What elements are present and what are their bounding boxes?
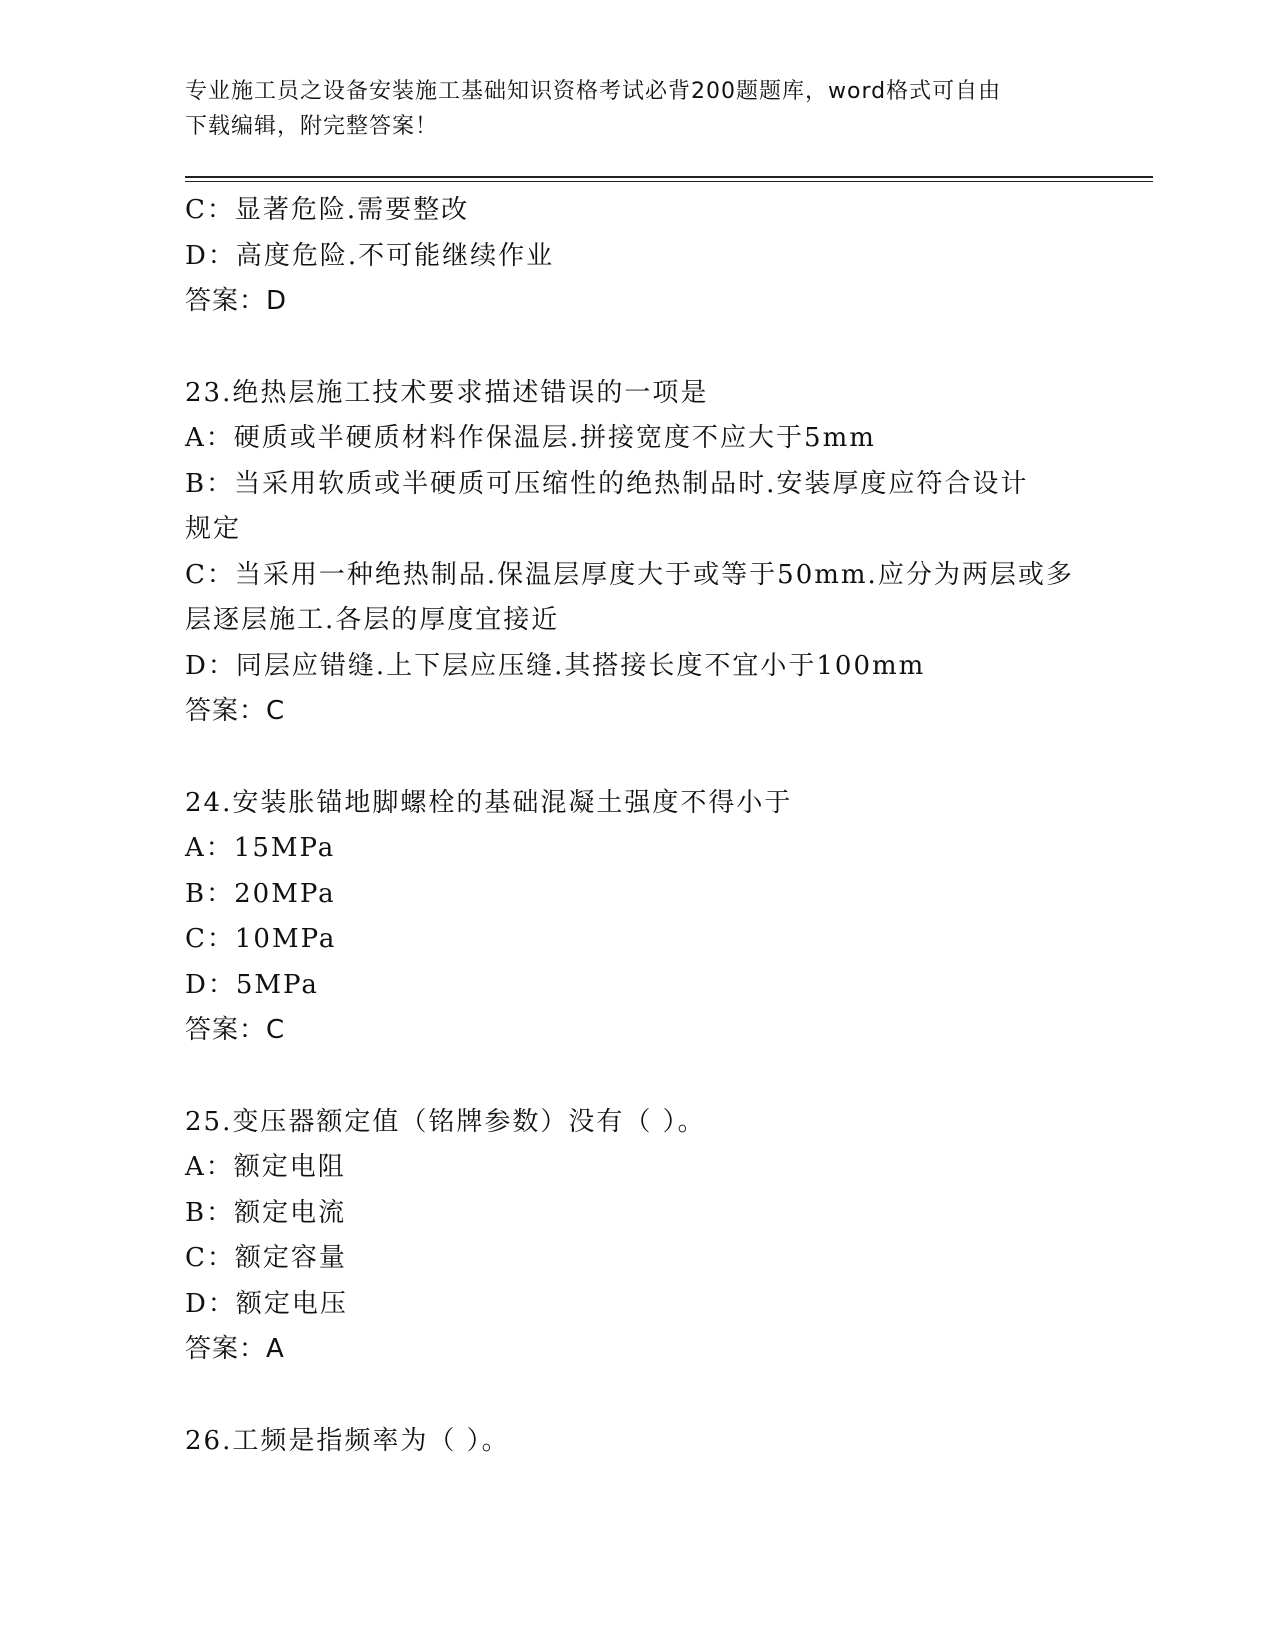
- header-line-1: 专业施工员之设备安装施工基础知识资格考试必背200题题库，word格式可自由: [185, 79, 1002, 104]
- q23-option-b-line-2: 规定: [185, 514, 242, 544]
- question-26-block: [185, 1419, 1085, 1465]
- q24-question: 24.安装胀锚地脚螺栓的基础混凝土强度不得小于: [185, 787, 793, 818]
- header-line-2: 下载编辑，附完整答案！: [185, 114, 439, 139]
- q24-option-b: B：20MPa: [185, 878, 336, 909]
- q22-option-d: D：高度危险.不可能继续作业: [185, 240, 555, 271]
- q24-answer: 答案：C: [185, 1015, 286, 1045]
- q22-answer: 答案：D: [185, 286, 288, 316]
- header-divider-thick: [185, 176, 1153, 178]
- q25-question: 25.变压器额定值（铭牌参数）没有（ ）。: [185, 1106, 706, 1137]
- q23-answer: 答案：C: [185, 696, 286, 726]
- q24-option-a: A：15MPa: [185, 833, 336, 863]
- question-content: [185, 188, 1085, 1464]
- q23-option-c-line-1: C：当采用一种绝热制品.保温层厚度大于或等于50mm.应分为两层或多: [185, 559, 1074, 590]
- q23-option-c-line-2: 层逐层施工.各层的厚度宜接近: [185, 605, 560, 635]
- q25-answer: 答案：A: [185, 1334, 285, 1364]
- question-23-block: [185, 371, 1085, 735]
- question-22-block: [185, 188, 1085, 325]
- q23-option-b-line-1: B：当采用软质或半硬质可压缩性的绝热制品时.安装厚度应符合设计: [185, 468, 1029, 499]
- question-24-block: [185, 781, 1085, 1054]
- q26-question: 26.工频是指频率为（ ）。: [185, 1425, 510, 1456]
- q22-option-c: C：显著危险.需要整改: [185, 195, 470, 225]
- spacer: [185, 735, 1085, 781]
- q25-option-d: D：额定电压: [185, 1288, 348, 1319]
- q23-option-a: A：硬质或半硬质材料作保温层.拼接宽度不应大于5mm: [185, 423, 876, 453]
- q24-option-d: D：5MPa: [185, 969, 319, 1000]
- q25-option-b: B：额定电流: [185, 1197, 347, 1228]
- question-25-block: [185, 1100, 1085, 1373]
- q23-question: 23.绝热层施工技术要求描述错误的一项是: [185, 377, 709, 408]
- q25-option-c: C：额定容量: [185, 1243, 347, 1273]
- header-divider-thin: [185, 181, 1153, 182]
- q24-option-c: C：10MPa: [185, 924, 337, 954]
- spacer: [185, 325, 1085, 371]
- spacer: [185, 1054, 1085, 1100]
- q25-option-a: A：额定电阻: [185, 1152, 346, 1182]
- spacer: [185, 1373, 1085, 1419]
- document-header: [185, 74, 1085, 144]
- q23-option-d: D：同层应错缝.上下层应压缝.其搭接长度不宜小于100mm: [185, 650, 926, 681]
